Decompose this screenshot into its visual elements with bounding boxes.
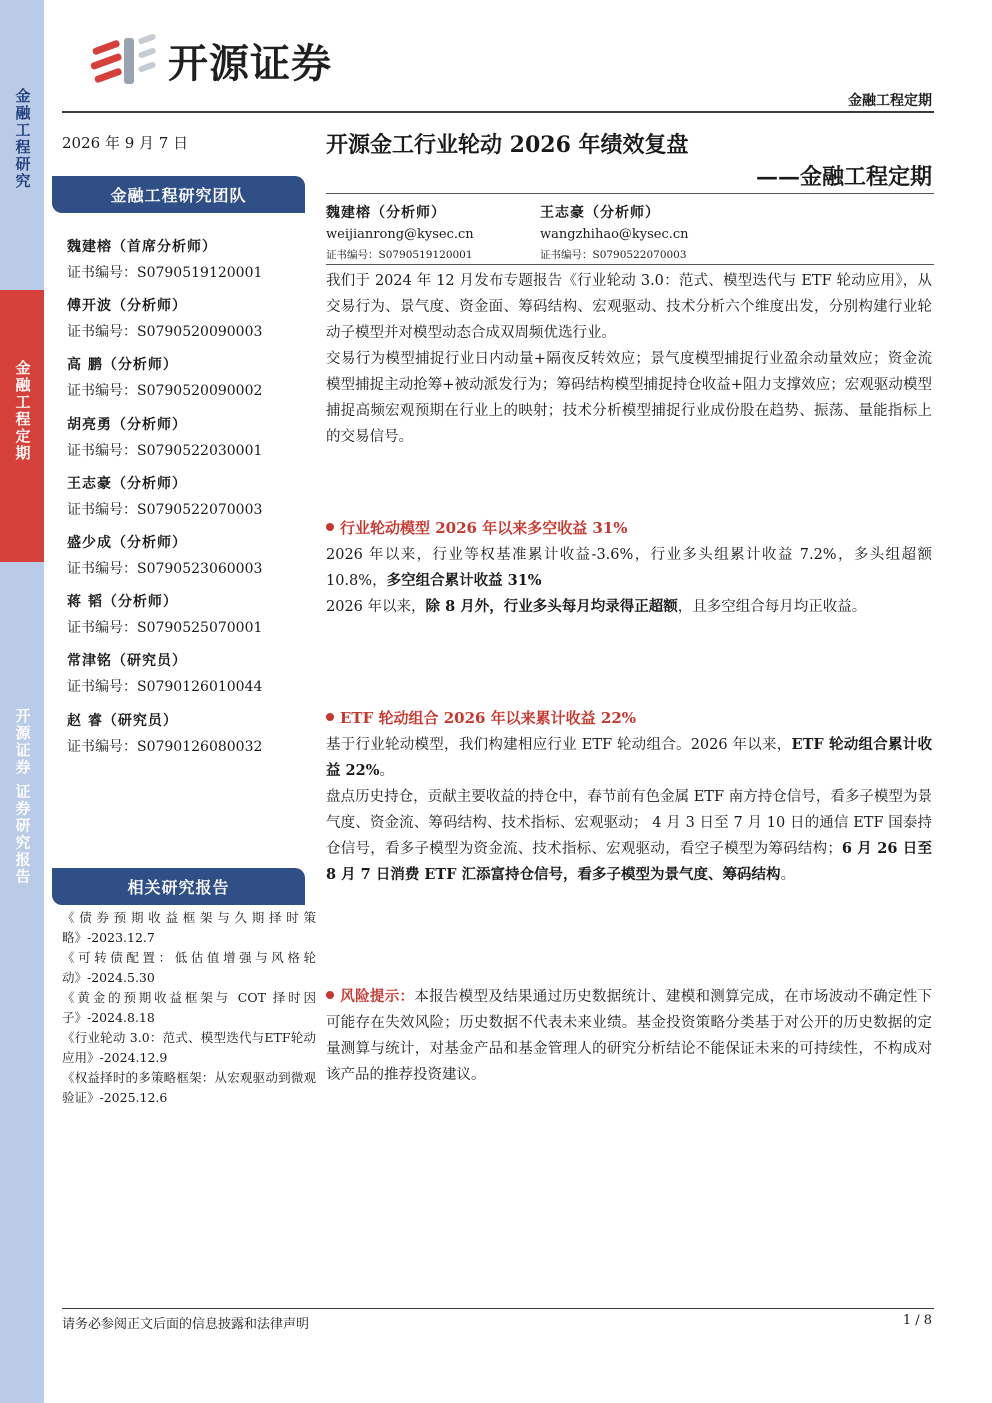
section-paragraph	[326, 542, 932, 594]
analyst-divider	[326, 264, 934, 265]
member-cert: 证书编号：S0790522070003	[67, 501, 263, 518]
text-run: 2026 年以来，	[326, 599, 426, 615]
report-date: 2026 年 9 月 7 日	[62, 134, 189, 152]
analyst-email-link[interactable]: wangzhihao@kysec.cn	[540, 227, 689, 242]
analyst-card	[540, 202, 689, 264]
section-paragraph	[326, 594, 932, 620]
member-cert: 证书编号：S0790525070001	[67, 620, 263, 637]
section-heading	[326, 514, 932, 542]
logo-mark-icon	[90, 30, 160, 90]
analyst-name: 魏建榕（分析师）	[326, 205, 446, 221]
footer-divider	[62, 1308, 934, 1309]
team-member	[67, 710, 307, 769]
side-strip-middle	[0, 290, 44, 562]
report-title: 开源金工行业轮动 2026 年绩效复盘	[326, 132, 689, 158]
member-name: 常津铭（研究员）	[67, 653, 187, 670]
text-run: 2026 年以来，行业等权基准累计收益-3.6%，行业多头组累计收益 7.2%，多头组超额 10.8%，	[326, 547, 932, 589]
member-cert: 证书编号：S0790126010044	[67, 679, 263, 696]
section-paragraph	[326, 732, 932, 784]
member-cert: 证书编号：S0790522030001	[67, 442, 263, 459]
side-strip-top	[0, 0, 44, 290]
side-label-bottom: 开源证券 证券研究报告	[13, 708, 32, 886]
text-run: 。	[780, 867, 796, 883]
risk-text: 本报告模型及结果通过历史数据统计、建模和测算完成，在市场波动不确定性下可能存在失效风险；历史数据不代表未来业绩。基金投资策略分类基于对公开的历史数据的定量测算与统计，对基金产品和基金管理人的研究分析结论不能保证未来的可持续性，不构成对该产品的推荐投资建议。	[326, 989, 933, 1083]
header-category: 金融工程定期	[848, 93, 932, 109]
analyst-name: 王志豪（分析师）	[540, 205, 660, 221]
side-strip	[0, 0, 44, 1403]
team-member	[67, 650, 307, 709]
text-run-bold: 多空组合累计收益 31%	[386, 572, 542, 589]
team-member	[67, 414, 307, 473]
analyst-email-link[interactable]: weijianrong@kysec.cn	[326, 227, 474, 242]
section-paragraph	[326, 784, 932, 888]
member-name: 高 鹏（分析师）	[67, 357, 178, 374]
header-divider	[62, 111, 934, 113]
member-name: 王志豪（分析师）	[67, 475, 187, 492]
side-label-middle: 金融工程定期	[13, 360, 32, 462]
related-report-link[interactable]: 《黄金的预期收益框架与 COT 择时因子》-2024.8.18	[62, 990, 316, 1025]
member-name: 赵 睿（研究员）	[67, 712, 178, 729]
related-report-link[interactable]: 《行业轮动 3.0：范式、模型迭代与ETF轮动应用》-2024.12.9	[62, 1030, 316, 1065]
text-run: 基于行业轮动模型，我们构建相应行业 ETF 轮动组合。2026 年以来，	[326, 737, 792, 753]
analyst-card	[326, 202, 474, 264]
member-name: 魏建榕（首席分析师）	[67, 239, 217, 255]
intro-paragraph-1: 我们于 2024 年 12 月发布专题报告《行业轮动 3.0：范式、模型迭代与 ETF 轮动应用》，从交易行为、景气度、资金面、筹码结构、宏观驱动、技术分析六个维度出发，分别构建行业轮动子模型并对模型动态合成双周频优选行业。	[326, 273, 932, 341]
related-report-link[interactable]: 《权益择时的多策略框架：从宏观驱动到微观验证》-2025.12.6	[62, 1070, 316, 1105]
member-cert: 证书编号：S0790520090003	[67, 324, 263, 341]
section-heading-text: 行业轮动模型 2026 年以来多空收益 31%	[340, 519, 628, 537]
text-run: 盘点历史持仓，贡献主要收益的持仓中，春节前有色金属 ETF 南方持仓信号，看多子模型为景气度、资金流、筹码结构、技术指标、宏观驱动； 4 月 3 日至 7 月 10 日的通信 ETF 国泰持仓信号，看多子模型为资金流、技术指标、宏观驱动，看空子模型为筹码结构；	[326, 789, 932, 857]
member-name: 傅开波（分析师）	[67, 298, 187, 315]
section-heading-text: ETF 轮动组合 2026 年以来累计收益 22%	[340, 709, 637, 727]
member-name: 蒋 韬（分析师）	[67, 594, 178, 611]
team-member	[67, 354, 307, 413]
bullet-icon	[326, 713, 334, 721]
related-reports-list	[62, 908, 316, 1108]
team-member	[67, 236, 307, 295]
text-run-bold: 6 月 26 日至 8 月 7 日消费 ETF 汇添富持仓信号，看多子模型为景气度、筹码结构	[326, 840, 932, 883]
side-strip-bottom	[0, 562, 44, 1403]
title-divider	[326, 193, 934, 194]
text-run-bold: ETF 轮动组合累计收益 22%	[326, 736, 933, 779]
member-cert: 证书编号：S0790523060003	[67, 560, 263, 577]
bullet-icon	[326, 523, 334, 531]
report-subtitle: ——金融工程定期	[755, 164, 932, 190]
related-report-link[interactable]: 《债券预期收益框架与久期择时策略》-2023.12.7	[62, 910, 316, 945]
section-etf	[326, 704, 932, 888]
member-cert: 证书编号：S0790520090002	[67, 383, 263, 400]
company-logo	[90, 30, 332, 90]
team-member	[67, 295, 307, 354]
analyst-cert: 证书编号：S0790522070003	[540, 249, 687, 261]
risk-paragraph	[326, 984, 932, 1088]
member-name: 胡亮勇（分析师）	[67, 416, 187, 433]
page-number: 1 / 8	[902, 1313, 932, 1328]
bullet-icon	[326, 991, 334, 999]
text-run-bold: 除 8 月外，行业多头每月均录得正超额	[425, 598, 678, 615]
side-label-top: 金融工程研究	[13, 88, 32, 190]
team-member	[67, 532, 307, 591]
member-name: 盛少成（分析师）	[67, 534, 187, 551]
member-cert: 证书编号：S0790519120001	[67, 265, 263, 281]
logo-text: 开源证券	[168, 40, 332, 87]
team-member	[67, 591, 307, 650]
text-run: 。	[379, 763, 395, 779]
intro-paragraph-2: 交易行为模型捕捉行业日内动量+隔夜反转效应；景气度模型捕捉行业盈余动量效应；资金流模型捕捉主动抢筹+被动派发行为；筹码结构模型捕捉持仓收益+阻力支撑效应；宏观驱动模型捕捉高频宏观预期在行业上的映射；技术分析模型捕捉行业成份股在趋势、振荡、量能指标上的交易信号。	[326, 351, 932, 445]
risk-label: 风险提示：	[340, 988, 415, 1005]
related-report-link[interactable]: 《可转债配置：低估值增强与风格轮动》-2024.5.30	[62, 950, 316, 985]
team-member	[67, 473, 307, 532]
team-list	[67, 236, 307, 769]
section-long-short	[326, 514, 932, 620]
team-heading: 金融工程研究团队	[52, 176, 305, 213]
footer-disclaimer: 请务必参阅正文后面的信息披露和法律声明	[62, 1317, 310, 1332]
member-cert: 证书编号：S0790126080032	[67, 738, 263, 755]
text-run: ，且多空组合每月均正收益。	[677, 599, 867, 615]
related-heading: 相关研究报告	[52, 868, 305, 905]
analyst-cert: 证书编号：S0790519120001	[326, 249, 473, 261]
risk-warning	[326, 984, 932, 1088]
section-heading	[326, 704, 932, 732]
